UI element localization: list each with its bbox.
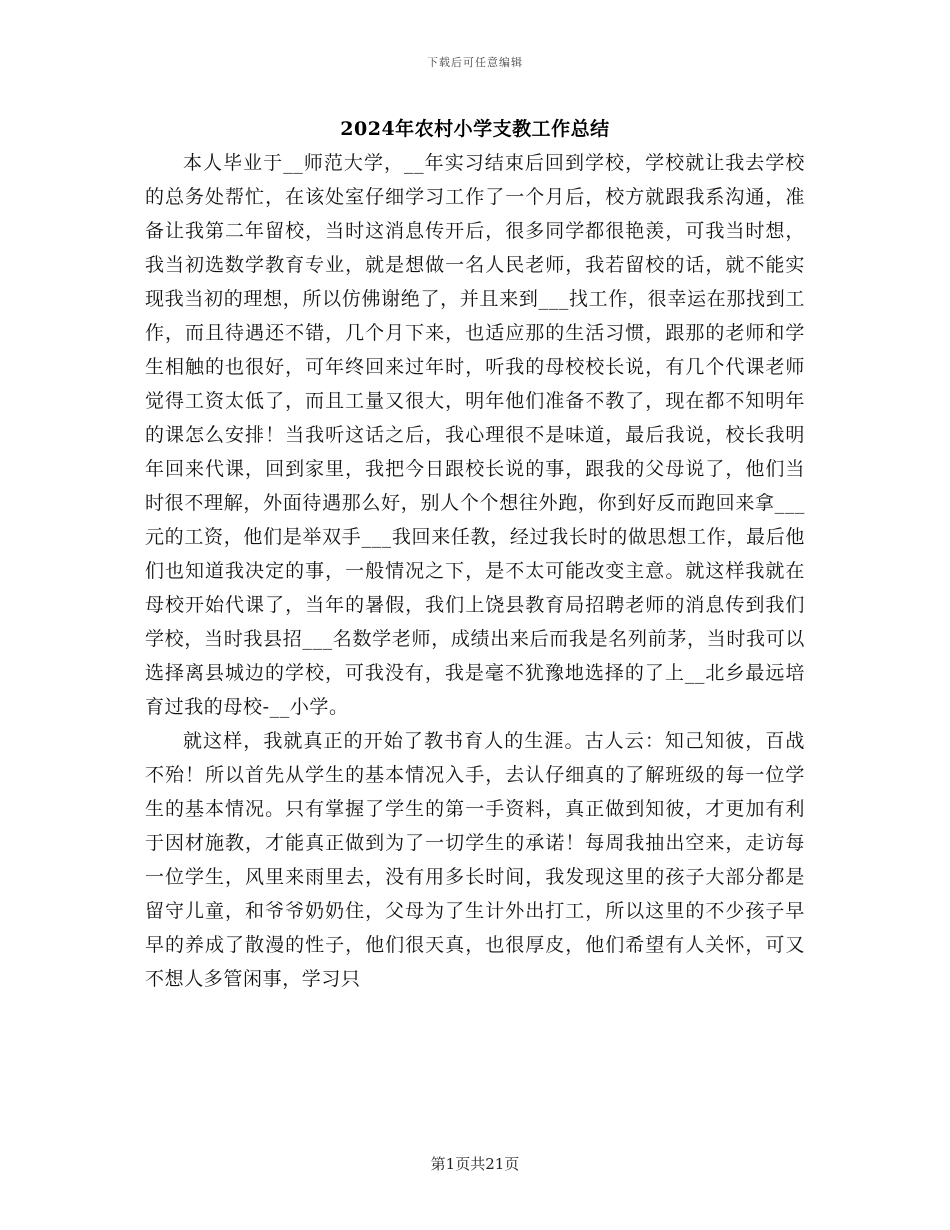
page-indicator: 第1页共21页 [430, 1155, 520, 1173]
paragraph: 就这样，我就真正的开始了教书育人的生涯。古人云：知己知彼，百战不殆！所以首先从学生的基本情况入手，去认仔细真的了解班级的每一位学生的基本情况。只有掌握了学生的第一手资料，真正做到知彼，才更加有利于因材施教，才能真正做到为了一切学生的承诺！每周我抽出空来，走访每一位学生，风里来雨里去，没有用多长时间，我发现这里的孩子大部分都是留守儿童，和爷爷奶奶住，父母为了生计外出打工，所以这里的不少孩子早早的养成了散漫的性子，他们很天真，也很厚皮，他们希望有人关怀，可又不想人多管闲事，学习只 [145, 730, 805, 990]
paragraph: 本人毕业于__师范大学，__年实习结束后回到学校，学校就让我去学校的总务处帮忙，在该处室仔细学习工作了一个月后，校方就跟我系沟通，准备让我第二年留校，当时这消息传开后，很多同学都很艳羡，可我当时想，我当初选数学教育专业，就是想做一名人民老师，我若留校的话，就不能实现我当初的理想，所以仿佛谢绝了，并且来到___找工作，很幸运在那找到工作，而且待遇还不错，几个月下来，也适应那的生活习惯，跟那的老师和学生相触的也很好，可年终回来过年时，听我的母校校长说，有几个代课老师觉得工资太低了，而且工量又很大，明年他们准备不教了，现在都不知明年的课怎么安排！当我听这话之后，我心理很不是味道，最后我说，校长我明年回来代课，回到家里，我把今日跟校长说的事，跟我的父母说了，他们当时很不理解，外面待遇那么好，别人个个想往外跑，你到好反而跑回来拿___元的工资，他们是举双手___我回来任教，经过我长时的做思想工作，最后他们也知道我决定的事，一般情况之下，是不太可能改变主意。就这样我就在母校开始代课了，当年的暑假，我们上饶县教育局招聘老师的消息传到我们学校，当时我县招___名数学老师，成绩出来后而我是名列前茅，当时我可以选择离县城边的学校，可我没有，我是毫不犹豫地选择的了上__北乡最远培育过我的母校-__小学。 [145, 152, 805, 718]
header-note: 下载后可任意编辑 [427, 56, 523, 69]
document-title: 2024年农村小学支教工作总结 [340, 118, 610, 140]
document-body [145, 146, 805, 996]
